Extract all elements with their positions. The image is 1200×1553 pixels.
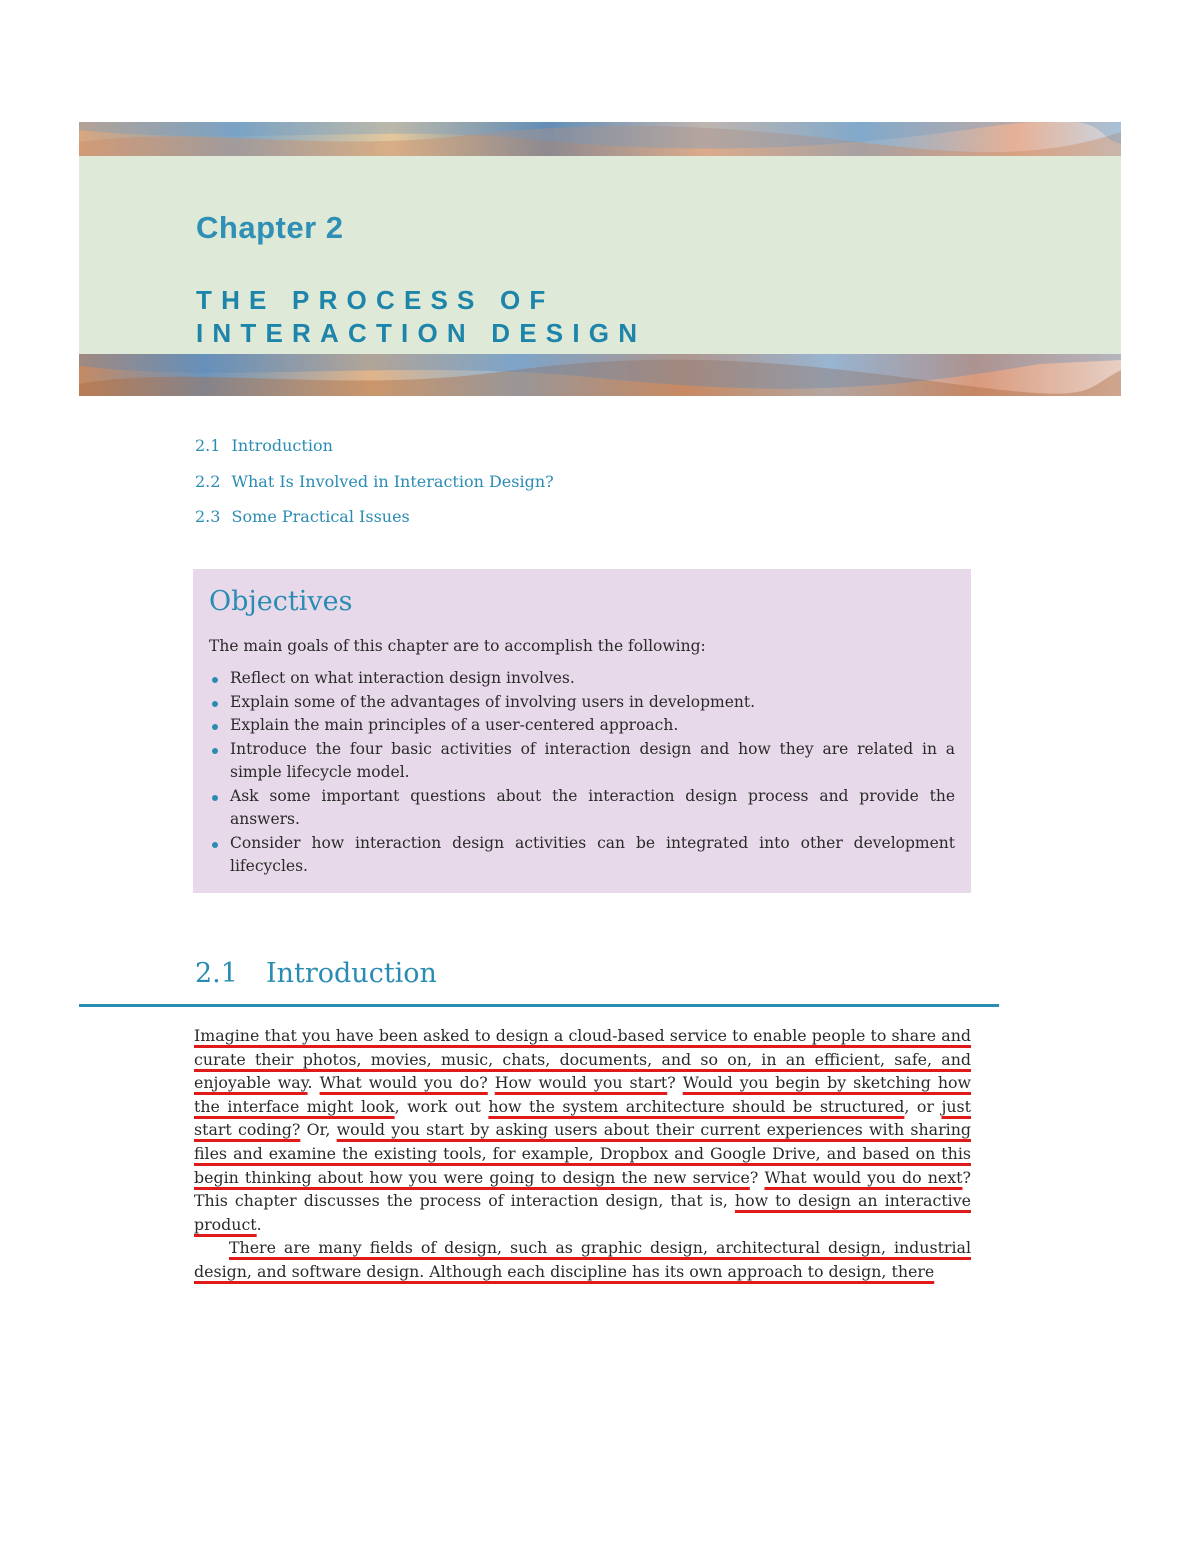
highlighted-text: Would you begin by sketching how the interface might look [194, 1073, 972, 1116]
toc-item[interactable] [195, 470, 554, 506]
paragraph-text: ? [667, 1073, 683, 1093]
highlighted-text: would you start by asking users about their current experiences with sharing files and examine the existing tools, for example, Dropbox and Google Drive, and based on this begin thinking about how you were going to design the new service [194, 1120, 971, 1187]
highlighted-text: What would you do next [764, 1167, 963, 1187]
objective-item [209, 667, 955, 691]
objective-item [209, 832, 955, 879]
highlighted-text: how to design an interactive product [194, 1191, 971, 1234]
paragraph-text: ? [749, 1167, 765, 1187]
section-heading [195, 958, 437, 989]
chapter-title [196, 284, 1096, 350]
toc-number: 2.2 [195, 471, 221, 491]
banner-art-bottom [79, 354, 1121, 396]
objective-text: Consider how interaction design activities can be integrated into other development lifecycles. [230, 833, 955, 875]
objectives-list [209, 667, 955, 879]
chapter-contents [195, 434, 554, 541]
highlighted-text: just start coding? [194, 1096, 972, 1140]
objective-text: Introduce the four basic activities of interaction design and how they are related in a simple lifecycle model. [230, 739, 955, 781]
objective-item [209, 691, 955, 715]
paragraph-text: . [307, 1073, 320, 1093]
section-number: 2.1 [195, 958, 238, 989]
toc-number: 2.3 [195, 507, 221, 526]
objective-item [209, 785, 955, 832]
paragraph-text: ? This chapter discusses the process of interaction design, that is, [194, 1167, 971, 1211]
objective-text: Explain the main principles of a user-centered approach. [230, 716, 679, 734]
toc-item[interactable] [195, 434, 554, 470]
paragraph-text: . [256, 1214, 262, 1234]
objectives-intro: The main goals of this chapter are to accomplish the following: [209, 637, 706, 655]
chapter-title-line-1: THE PROCESS OF [196, 285, 555, 315]
bullet-icon [212, 748, 218, 754]
objective-text: Ask some important questions about the interaction design process and provide the answers. [230, 786, 955, 828]
objective-item [209, 738, 955, 785]
bullet-icon [212, 795, 218, 801]
section-divider [79, 1004, 999, 1007]
bullet-icon [212, 724, 218, 730]
paragraph-text: , or [904, 1096, 942, 1116]
toc-number: 2.1 [195, 436, 221, 455]
toc-title: Some Practical Issues [231, 507, 410, 526]
body-text [194, 1024, 971, 1284]
chapter-banner [79, 122, 1121, 396]
bullet-icon [212, 677, 218, 683]
objective-text: Explain some of the advantages of involving users in development. [230, 692, 756, 711]
objective-item [209, 714, 955, 738]
highlighted-text: Imagine that you have been asked to design a cloud-based service to enable people to share and curate their photos, movies, music, chats, documents, and so on, in an efficient, safe, and enjoyable way [194, 1026, 971, 1093]
banner-art-top [79, 122, 1121, 156]
objectives-heading: Objectives [209, 586, 353, 617]
highlighted-text: how the system architecture should be structured [488, 1096, 905, 1116]
highlighted-text: What would you do? [319, 1073, 488, 1093]
highlighted-text: How would you start [494, 1073, 668, 1093]
paragraph [194, 1024, 971, 1236]
toc-title: Introduction [231, 436, 333, 455]
toc-title: What Is Involved in Interaction Design? [231, 471, 554, 491]
paragraph-text: , work out [394, 1096, 489, 1116]
objectives-box [193, 569, 971, 893]
highlighted-text: There are many fields of design, such as graphic design, architectural design, industrial design, and software design. Although each discipline has its own approach to design, there [194, 1238, 971, 1281]
paragraph [194, 1236, 971, 1283]
chapter-label: Chapter 2 [196, 210, 344, 245]
objective-text: Reflect on what interaction design involves. [230, 669, 575, 687]
toc-item[interactable] [195, 505, 554, 541]
chapter-title-line-2: INTERACTION DESIGN [196, 318, 647, 348]
bullet-icon [212, 842, 218, 848]
paragraph-text: Or, [300, 1120, 337, 1140]
paragraph-text [488, 1073, 495, 1092]
bullet-icon [212, 701, 218, 707]
section-title: Introduction [265, 958, 437, 989]
